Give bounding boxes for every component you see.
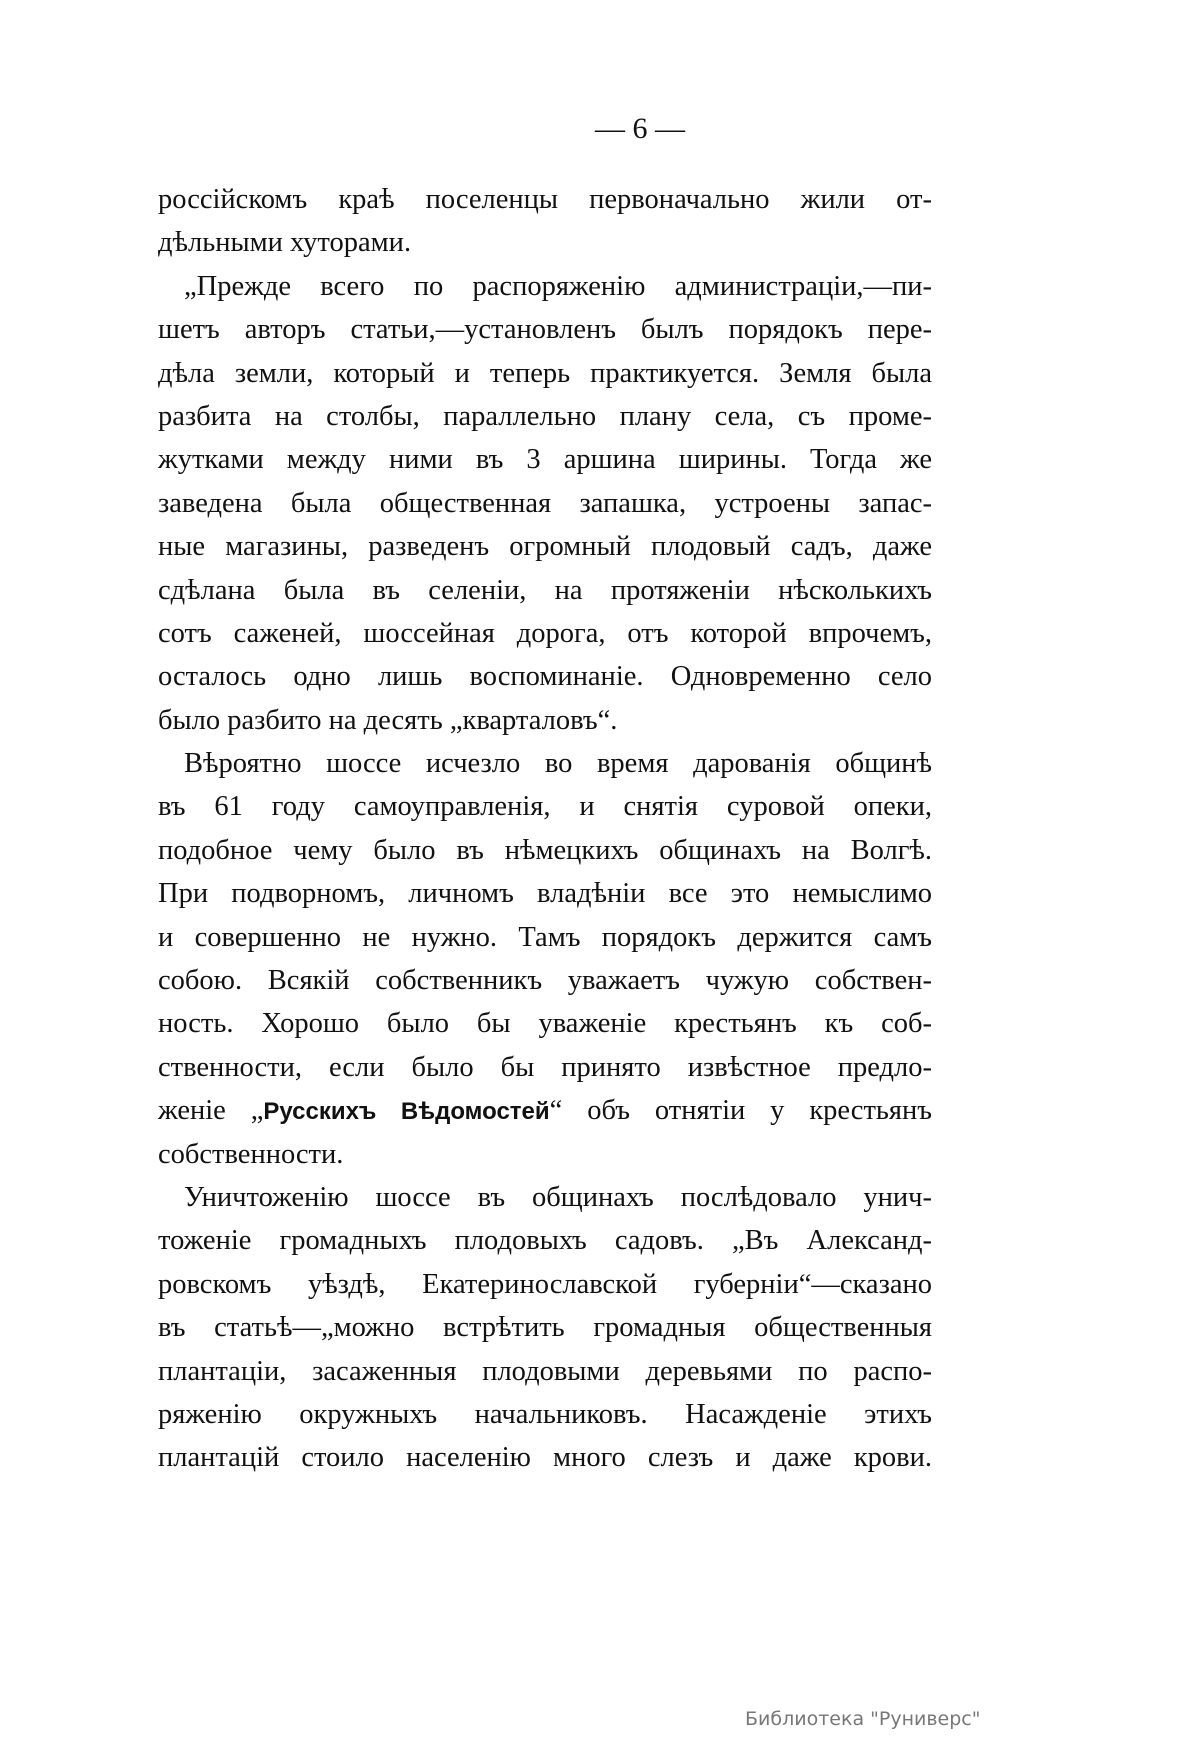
text-line: ные магазины, разведенъ огромный плодовый садъ, даже — [158, 531, 932, 563]
text-line: ственности, если было бы принято извѣстное предло- — [158, 1051, 932, 1083]
text-line: подобное чему было въ нѣмецкихъ общинахъ на Волгѣ. — [158, 834, 932, 866]
text-line: ровскомъ уѣздѣ, Екатеринославской губерніи“—сказано — [158, 1268, 932, 1300]
text-line: тоженіе громадныхъ плодовыхъ садовъ. „Въ Александ- — [158, 1225, 932, 1257]
paragraph-1 — [158, 178, 932, 265]
text-line: дѣльными хуторами. — [158, 227, 412, 259]
text-line: собственности. — [158, 1138, 344, 1170]
page-number: — 6 — — [595, 112, 685, 145]
text-line: „Прежде всего по распоряженію администраціи,—пи- — [184, 270, 932, 302]
text-line: плантацій стоило населенію много слезъ и даже крови. — [158, 1442, 932, 1474]
text-line: жутками между ними въ 3 аршина ширины. Тогда же — [158, 444, 932, 476]
text-line: и совершенно не нужно. Тамъ порядокъ держится самъ — [158, 921, 932, 953]
text-line: плантаціи, засаженныя плодовыми деревьями по распо- — [158, 1355, 932, 1387]
text-line: ность. Хорошо было бы уваженіе крестьянъ къ соб- — [158, 1008, 932, 1040]
text-line: въ 61 году самоуправленія, и снятія суровой опеки, — [158, 791, 932, 823]
text-line: дѣла земли, который и теперь практикуется. Земля была — [158, 357, 932, 389]
text-run: женіе „ — [158, 1095, 264, 1127]
text-line: разбита на столбы, параллельно плану села, съ проме- — [158, 400, 932, 432]
paragraph-4 — [158, 1176, 932, 1480]
text-line: сдѣлана была въ селеніи, на протяженіи нѣсколькихъ — [158, 574, 932, 606]
text-line: осталось одно лишь воспоминаніе. Одновременно село — [158, 661, 932, 693]
text-line — [158, 1089, 932, 1132]
text-line: заведена была общественная запашка, устроены запас- — [158, 487, 932, 519]
text-line: шетъ авторъ статьи,—установленъ былъ порядокъ пере- — [158, 314, 932, 346]
text-line: сотъ саженей, шоссейная дорога, отъ которой впрочемъ, — [158, 617, 932, 649]
newspaper-title: Русскихъ Вѣдомостей — [263, 1098, 550, 1126]
text-line: въ статьѣ—„можно встрѣтить громадныя общественныя — [158, 1312, 932, 1344]
text-line: Уничтоженію шоссе въ общинахъ послѣдовало унич- — [184, 1181, 932, 1213]
text-run: “ объ отнятіи у крестьянъ — [549, 1095, 932, 1127]
library-watermark: Библиотека "Руниверс" — [745, 1708, 981, 1730]
paragraph-3 — [158, 742, 932, 1176]
text-line: При подворномъ, личномъ владѣніи все это немыслимо — [158, 878, 932, 910]
text-line: россійскомъ краѣ поселенцы первоначально жили от- — [158, 184, 932, 215]
text-line: собою. Всякій собственникъ уважаетъ чужую собствен- — [158, 965, 932, 997]
paragraph-2 — [158, 265, 932, 742]
page-body — [158, 178, 932, 1480]
text-line: Вѣроятно шоссе исчезло во время дарованія общинѣ — [184, 748, 932, 780]
text-line: было разбито на десять „кварталовъ“. — [158, 704, 618, 736]
text-line: ряженію окружныхъ начальниковъ. Насажденіе этихъ — [158, 1398, 932, 1430]
